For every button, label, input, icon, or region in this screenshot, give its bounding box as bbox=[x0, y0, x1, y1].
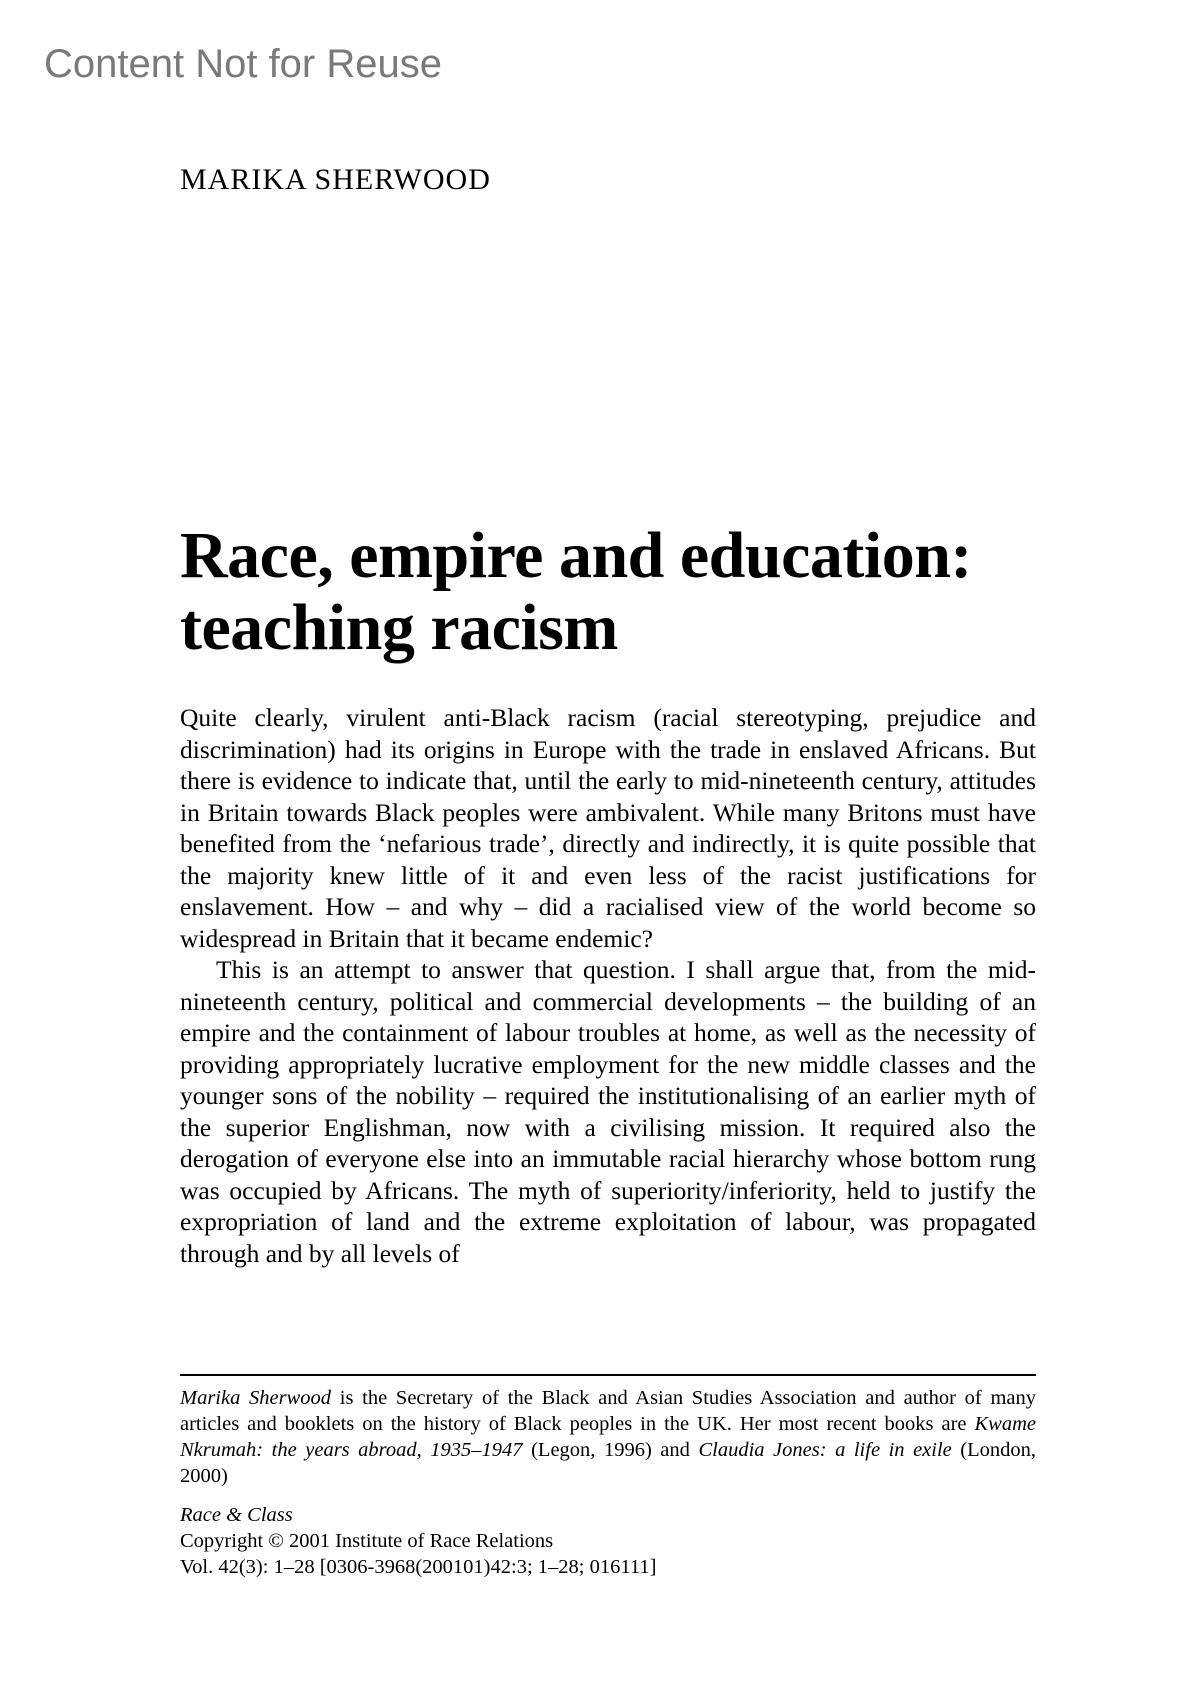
journal-volume: Vol. 42(3): 1–28 [0306-3968(200101)42:3; 1–28; 016111] bbox=[180, 1556, 657, 1578]
footnote-divider bbox=[180, 1374, 1036, 1376]
journal-name: Race & Class bbox=[180, 1504, 293, 1526]
paragraph-2: This is an attempt to answer that question. I shall argue that, from the mid-nineteenth century, political and commercial developments – the building of an empire and the containment of labour troubles at home, as well as the necessity of providing appropriately lucrative employment for the new middle classes and the younger sons of the nobility – required the institutionalising of an earlier myth of the superior Englishman, now with a civilising mission. It required also the derogation of everyone else into an immutable racial hierarchy whose bottom rung was occupied by Africans. The myth of superiority/inferiority, held to justify the expropriation of land and the extreme exploitation of labour, was propagated through and by all levels of bbox=[180, 955, 1036, 1268]
article-body bbox=[180, 702, 1036, 1269]
article-title bbox=[180, 520, 1060, 664]
journal-copyright: Copyright © 2001 Institute of Race Relations bbox=[180, 1530, 554, 1552]
author-note-text-2: (Legon, 1996) and bbox=[522, 1439, 699, 1461]
author-note-name: Marika Sherwood bbox=[180, 1387, 332, 1409]
author-name: MARIKA SHERWOOD bbox=[180, 163, 491, 196]
title-line-2: teaching racism bbox=[180, 591, 618, 664]
author-note bbox=[180, 1385, 1036, 1489]
journal-info bbox=[180, 1502, 656, 1580]
paragraph-1: Quite clearly, virulent anti-Black racism (racial stereotyping, prejudice and discrimination) had its origins in Europe with the trade in enslaved Africans. But there is evidence to indicate that, until the early to mid-nineteenth century, attitudes in Britain towards Black peoples were ambivalent. While many Britons must have benefited from the ‘nefarious trade’, directly and indirectly, it is quite possible that the majority knew little of it and even less of the racist justifications for enslavement. How – and why – did a racialised view of the world become so widespread in Britain that it became endemic? bbox=[180, 703, 1036, 953]
title-line-1: Race, empire and education: bbox=[180, 519, 972, 592]
author-note-book-2: Claudia Jones: a life in exile bbox=[698, 1439, 952, 1461]
author-note-text-1: is the Secretary of the Black and Asian Studies Association and author of many articles and booklets on the history of Black peoples in the UK. Her most recent books are bbox=[180, 1387, 1036, 1435]
author-note-book-1: Kwame Nkrumah: the years abroad, 1935–1947 bbox=[180, 1413, 1036, 1461]
author-note-text-3: (London, 2000) bbox=[180, 1439, 1037, 1487]
watermark: Content Not for Reuse bbox=[44, 42, 442, 86]
